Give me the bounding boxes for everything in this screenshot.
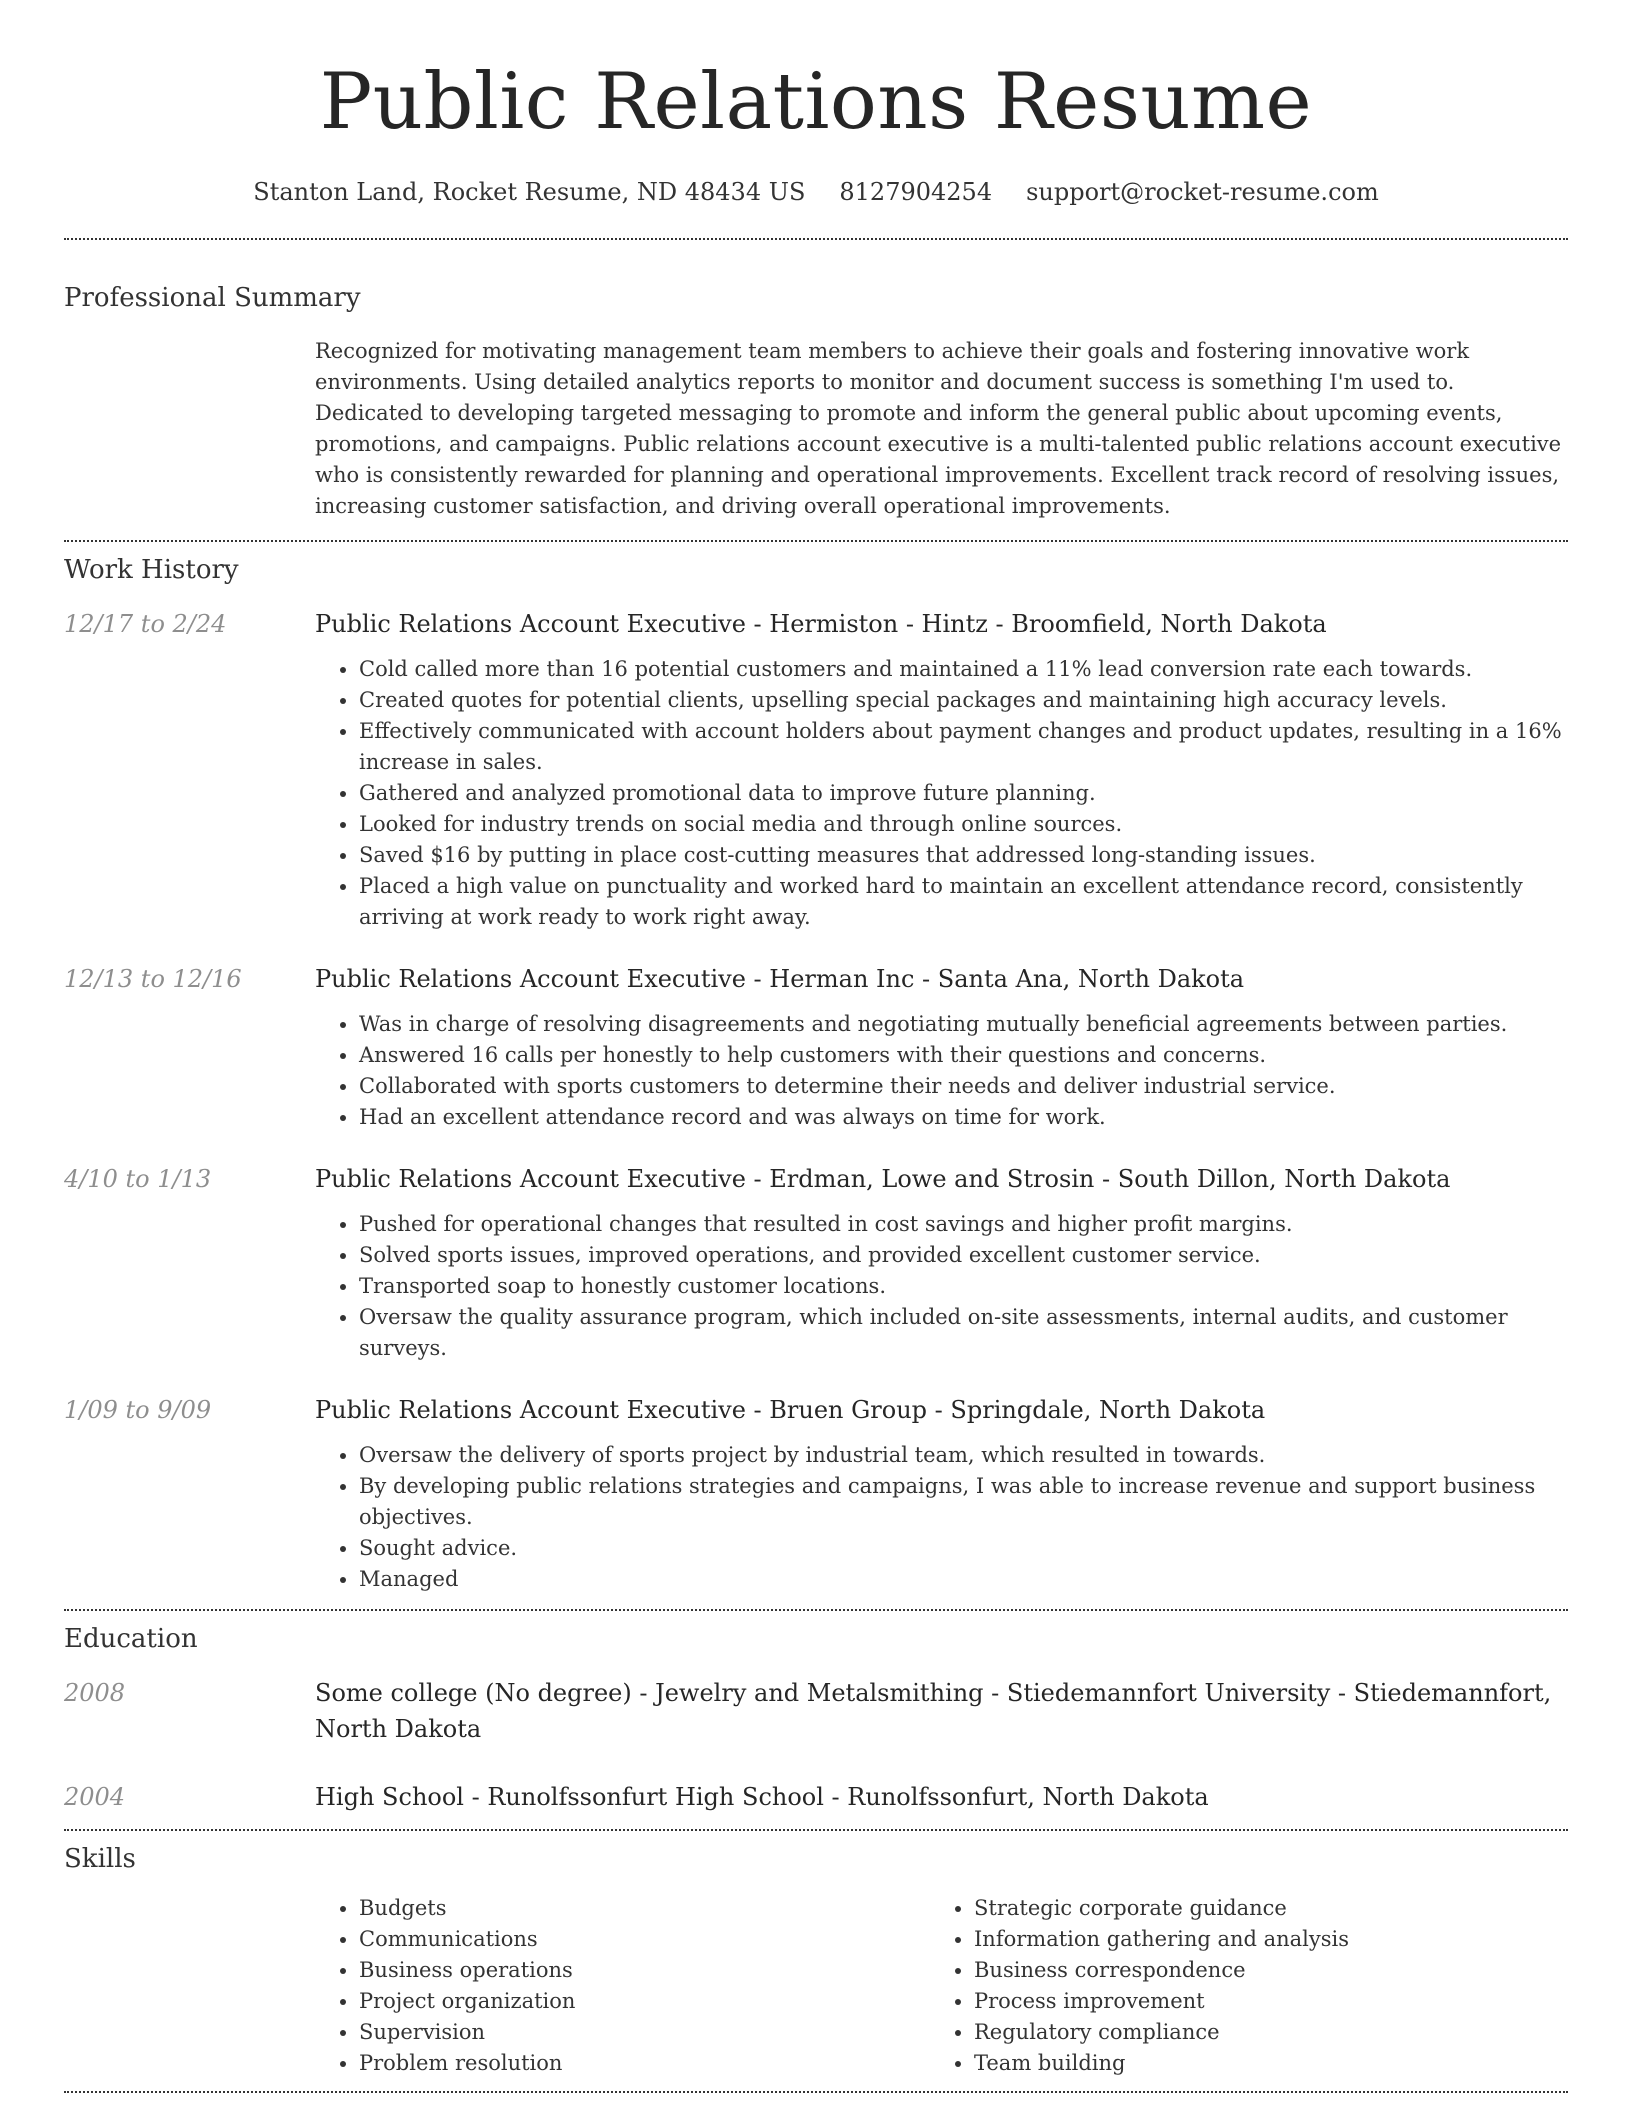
resume-title: Public Relations Resume bbox=[319, 57, 1313, 147]
job-dates: 12/13 to 12/16 bbox=[64, 965, 242, 993]
education-section bbox=[64, 1621, 1568, 1815]
list-item: • Solved sports issues, improved operations, and provided excellent customer service. bbox=[359, 1240, 1568, 1271]
job-title: Public Relations Account Executive - Bruen Group - Springdale, North Dakota bbox=[315, 1396, 1266, 1424]
job-dates: 4/10 to 1/13 bbox=[64, 1165, 212, 1193]
job-bullets bbox=[315, 1209, 1568, 1364]
skills-column-right bbox=[930, 1893, 1545, 2079]
education-year: 2008 bbox=[64, 1679, 126, 1707]
job-entry bbox=[64, 961, 1568, 1133]
education-text: High School - Runolfssonfurt High School - Runolfssonfurt, North Dakota bbox=[315, 1783, 1209, 1811]
skills-heading: Skills bbox=[64, 1844, 136, 1874]
work-heading: Work History bbox=[64, 555, 239, 585]
divider bbox=[64, 540, 1568, 542]
list-item: • Gathered and analyzed promotional data to improve future planning. bbox=[359, 778, 1568, 809]
skills-section bbox=[64, 1841, 1568, 2079]
divider bbox=[64, 238, 1568, 240]
education-heading: Education bbox=[64, 1624, 198, 1654]
job-bullets bbox=[315, 1440, 1568, 1595]
job-entry bbox=[64, 1161, 1568, 1364]
education-year: 2004 bbox=[64, 1783, 126, 1811]
skill-item: • Business operations bbox=[359, 1955, 930, 1986]
job-body bbox=[315, 606, 1568, 933]
skill-item: • Supervision bbox=[359, 2017, 930, 2048]
divider bbox=[64, 2091, 1568, 2093]
skills-column-left bbox=[315, 1893, 930, 2079]
skills-grid bbox=[315, 1893, 1568, 2079]
skill-item: • Information gathering and analysis bbox=[974, 1924, 1545, 1955]
list-item: • By developing public relations strategies and campaigns, I was able to increase revenue and support business objectives. bbox=[359, 1471, 1568, 1533]
contact-line bbox=[64, 174, 1568, 210]
education-text: Some college (No degree) - Jewelry and Metalsmithing - Stiedemannfort University - Stiedemannfort, North Dakota bbox=[315, 1679, 1552, 1743]
list-item: • Transported soap to honestly customer locations. bbox=[359, 1271, 1568, 1302]
list-item: • Oversaw the quality assurance program, which included on-site assessments, internal audits, and customer surveys. bbox=[359, 1302, 1568, 1364]
list-item: • Cold called more than 16 potential customers and maintained a 11% lead conversion rate each towards. bbox=[359, 654, 1568, 685]
contact-address: Stanton Land, Rocket Resume, ND 48434 US bbox=[253, 178, 806, 206]
list-item: • Created quotes for potential clients, upselling special packages and maintaining high accuracy levels. bbox=[359, 685, 1568, 716]
job-body bbox=[315, 961, 1568, 1133]
summary-heading: Professional Summary bbox=[64, 283, 361, 313]
skills-list bbox=[930, 1893, 1545, 2079]
job-title: Public Relations Account Executive - Erdman, Lowe and Strosin - South Dillon, North Dakota bbox=[315, 1165, 1451, 1193]
list-item: • Effectively communicated with account holders about payment changes and product updates, resulting in a 16% increase in sales. bbox=[359, 716, 1568, 778]
divider bbox=[64, 1609, 1568, 1611]
skill-item: • Team building bbox=[974, 2048, 1545, 2079]
list-item: • Answered 16 calls per honestly to help customers with their questions and concerns. bbox=[359, 1040, 1568, 1071]
list-item: • Saved $16 by putting in place cost-cutting measures that addressed long-standing issues. bbox=[359, 840, 1568, 871]
skill-item: • Problem resolution bbox=[359, 2048, 930, 2079]
list-item: • Managed bbox=[359, 1564, 1568, 1595]
job-entry bbox=[64, 606, 1568, 933]
skill-item: • Communications bbox=[359, 1924, 930, 1955]
education-entry bbox=[64, 1779, 1568, 1815]
contact-phone: 8127904254 bbox=[839, 178, 993, 206]
list-item: • Looked for industry trends on social media and through online sources. bbox=[359, 809, 1568, 840]
education-entry bbox=[64, 1675, 1568, 1747]
skills-list bbox=[315, 1893, 930, 2079]
summary-section bbox=[64, 280, 1568, 522]
job-dates: 1/09 to 9/09 bbox=[64, 1396, 212, 1424]
skill-item: • Project organization bbox=[359, 1986, 930, 2017]
list-item: • Collaborated with sports customers to determine their needs and deliver industrial service. bbox=[359, 1071, 1568, 1102]
job-body bbox=[315, 1161, 1568, 1364]
job-title: Public Relations Account Executive - Herman Inc - Santa Ana, North Dakota bbox=[315, 965, 1245, 993]
list-item: • Had an excellent attendance record and was always on time for work. bbox=[359, 1102, 1568, 1133]
skill-item: • Process improvement bbox=[974, 1986, 1545, 2017]
contact-email: support@rocket-resume.com bbox=[1026, 178, 1379, 206]
skill-item: • Strategic corporate guidance bbox=[974, 1893, 1545, 1924]
work-section bbox=[64, 552, 1568, 1595]
job-bullets bbox=[315, 654, 1568, 933]
job-bullets bbox=[315, 1009, 1568, 1133]
list-item: • Pushed for operational changes that resulted in cost savings and higher profit margins. bbox=[359, 1209, 1568, 1240]
job-entry bbox=[64, 1392, 1568, 1595]
list-item: • Oversaw the delivery of sports project by industrial team, which resulted in towards. bbox=[359, 1440, 1568, 1471]
skill-item: • Budgets bbox=[359, 1893, 930, 1924]
skill-item: • Business correspondence bbox=[974, 1955, 1545, 1986]
job-title: Public Relations Account Executive - Hermiston - Hintz - Broomfield, North Dakota bbox=[315, 610, 1327, 638]
job-body bbox=[315, 1392, 1568, 1595]
summary-text: Recognized for motivating management team members to achieve their goals and fostering innovative work environments. Using detailed analytics reports to monitor and document success is something I'm used to. Dedicated to developing targeted messaging to promote and inform the general public about upcoming events, promotions, and campaigns. Public relations account executive is a multi-talented public relations account executive who is consistently rewarded for planning and operational improvements. Excellent track record of resolving issues, increasing customer satisfaction, and driving overall operational improvements. bbox=[315, 339, 1562, 518]
skill-item: • Regulatory compliance bbox=[974, 2017, 1545, 2048]
job-dates: 12/17 to 2/24 bbox=[64, 610, 227, 638]
list-item: • Sought advice. bbox=[359, 1533, 1568, 1564]
list-item: • Placed a high value on punctuality and worked hard to maintain an excellent attendance record, consistently arriving at work ready to work right away. bbox=[359, 871, 1568, 933]
divider bbox=[64, 1829, 1568, 1831]
list-item: • Was in charge of resolving disagreements and negotiating mutually beneficial agreements between parties. bbox=[359, 1009, 1568, 1040]
